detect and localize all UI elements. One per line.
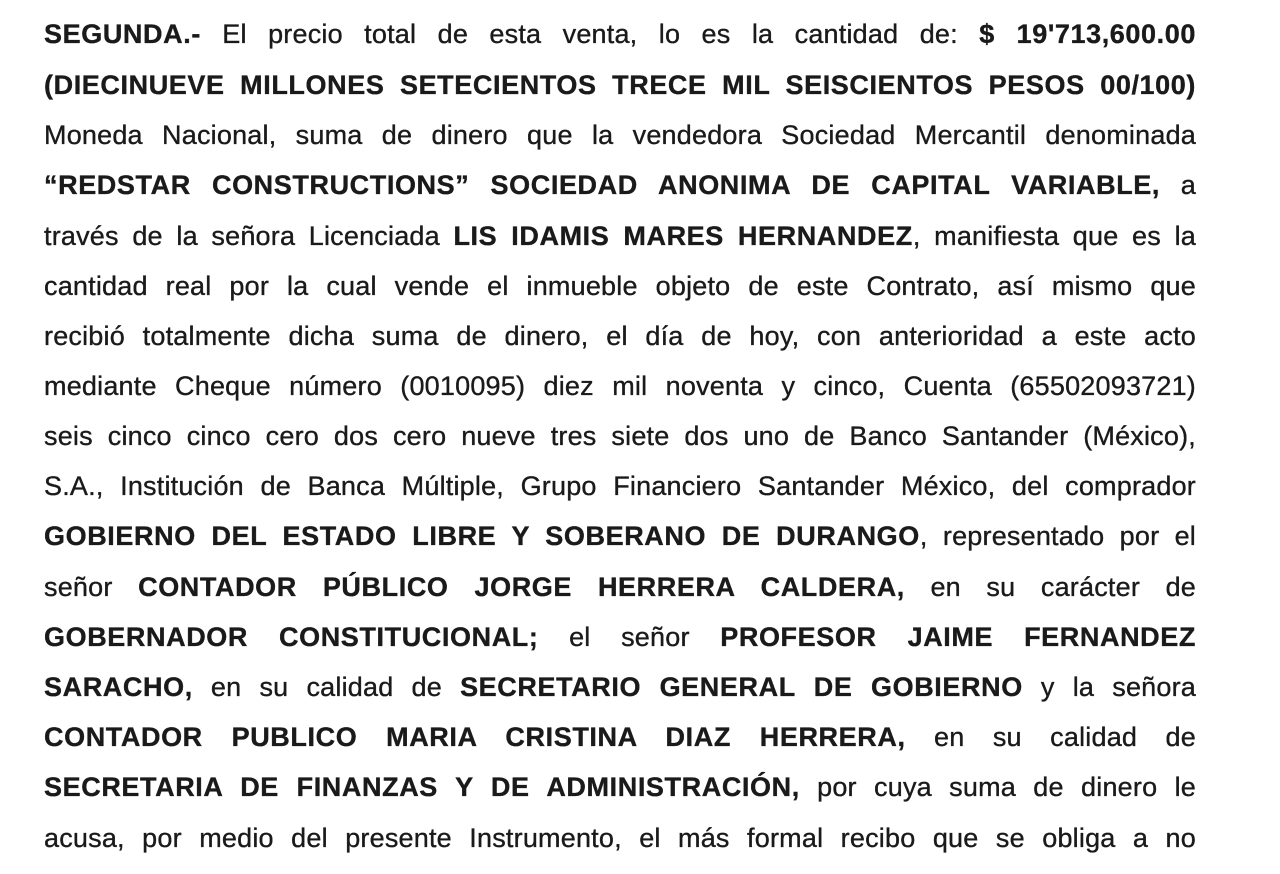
text-run: El precio total de esta venta, lo es la cantidad de: xyxy=(200,19,980,49)
text-line xyxy=(44,14,1196,54)
text-run: (DIECINUEVE MILLONES SETECIENTOS TRECE MIL SEISCIENTOS PESOS 00/100) xyxy=(44,70,1196,100)
text-line xyxy=(44,567,1196,607)
text-run: SEGUNDA.- xyxy=(44,19,201,49)
text-run: S.A., Institución de Banca Múltiple, Grupo Financiero Santander México, del comprador xyxy=(44,471,1196,501)
text-run: el señor xyxy=(538,622,721,652)
text-run: por cuya suma de dinero le xyxy=(799,772,1196,802)
text-run: mediante Cheque número (0010095) diez mil noventa y cinco, Cuenta (65502093721) xyxy=(44,371,1196,401)
text-line xyxy=(44,366,1196,406)
text-line xyxy=(44,266,1196,306)
text-run: LIS IDAMIS MARES HERNANDEZ xyxy=(453,221,913,251)
text-run: SECRETARIA DE FINANZAS Y DE ADMINISTRACIÓN, xyxy=(44,772,800,802)
text-line xyxy=(44,466,1196,506)
text-line xyxy=(44,216,1196,256)
text-run: , manifiesta que es la xyxy=(912,221,1196,251)
text-run: SARACHO, xyxy=(44,672,193,702)
text-run: en su calidad de xyxy=(192,672,461,702)
text-run: y la señora xyxy=(1022,672,1197,702)
text-line xyxy=(44,767,1196,807)
text-run: PROFESOR JAIME FERNANDEZ xyxy=(720,622,1196,652)
text-run: en su carácter de xyxy=(904,572,1197,602)
text-run: , representado por el xyxy=(919,521,1197,551)
text-line xyxy=(44,416,1196,456)
text-line xyxy=(44,667,1196,707)
text-run: recibió totalmente dicha suma de dinero, el día de hoy, con anterioridad a este acto xyxy=(44,321,1196,351)
text-run: GOBERNADOR CONSTITUCIONAL; xyxy=(44,622,539,652)
text-run: “REDSTAR CONSTRUCTIONS” SOCIEDAD ANONIMA DE CAPITAL VARIABLE, xyxy=(44,170,1161,200)
text-line xyxy=(44,617,1196,657)
text-line xyxy=(44,717,1196,757)
text-run: SECRETARIO GENERAL DE GOBIERNO xyxy=(460,672,1023,702)
text-run: GOBIERNO DEL ESTADO LIBRE Y SOBERANO DE DURANGO xyxy=(44,521,920,551)
text-run: $ 19'713,600.00 xyxy=(979,19,1196,49)
text-run: señor xyxy=(44,572,139,602)
text-run: CONTADOR PUBLICO MARIA CRISTINA DIAZ HERRERA, xyxy=(44,722,906,752)
text-line xyxy=(44,115,1196,155)
text-run: en su calidad de xyxy=(905,722,1196,752)
text-line xyxy=(44,516,1196,556)
text-line xyxy=(44,818,1196,858)
text-run: través de la señora Licenciada xyxy=(44,221,454,251)
text-run: CONTADOR PÚBLICO JORGE HERRERA CALDERA, xyxy=(138,572,905,602)
text-run: a xyxy=(1160,170,1196,200)
text-line xyxy=(44,65,1196,105)
text-run: cantidad real por la cual vende el inmueble objeto de este Contrato, así mismo que xyxy=(44,271,1196,301)
text-run: Moneda Nacional, suma de dinero que la vendedora Sociedad Mercantil denominada xyxy=(44,120,1196,150)
text-line xyxy=(44,165,1196,205)
text-line xyxy=(44,316,1196,356)
text-run: seis cinco cinco cero dos cero nueve tres siete dos uno de Banco Santander (México), xyxy=(44,421,1196,451)
text-run: acusa, por medio del presente Instrumento, el más formal recibo que se obliga a no xyxy=(44,823,1196,853)
